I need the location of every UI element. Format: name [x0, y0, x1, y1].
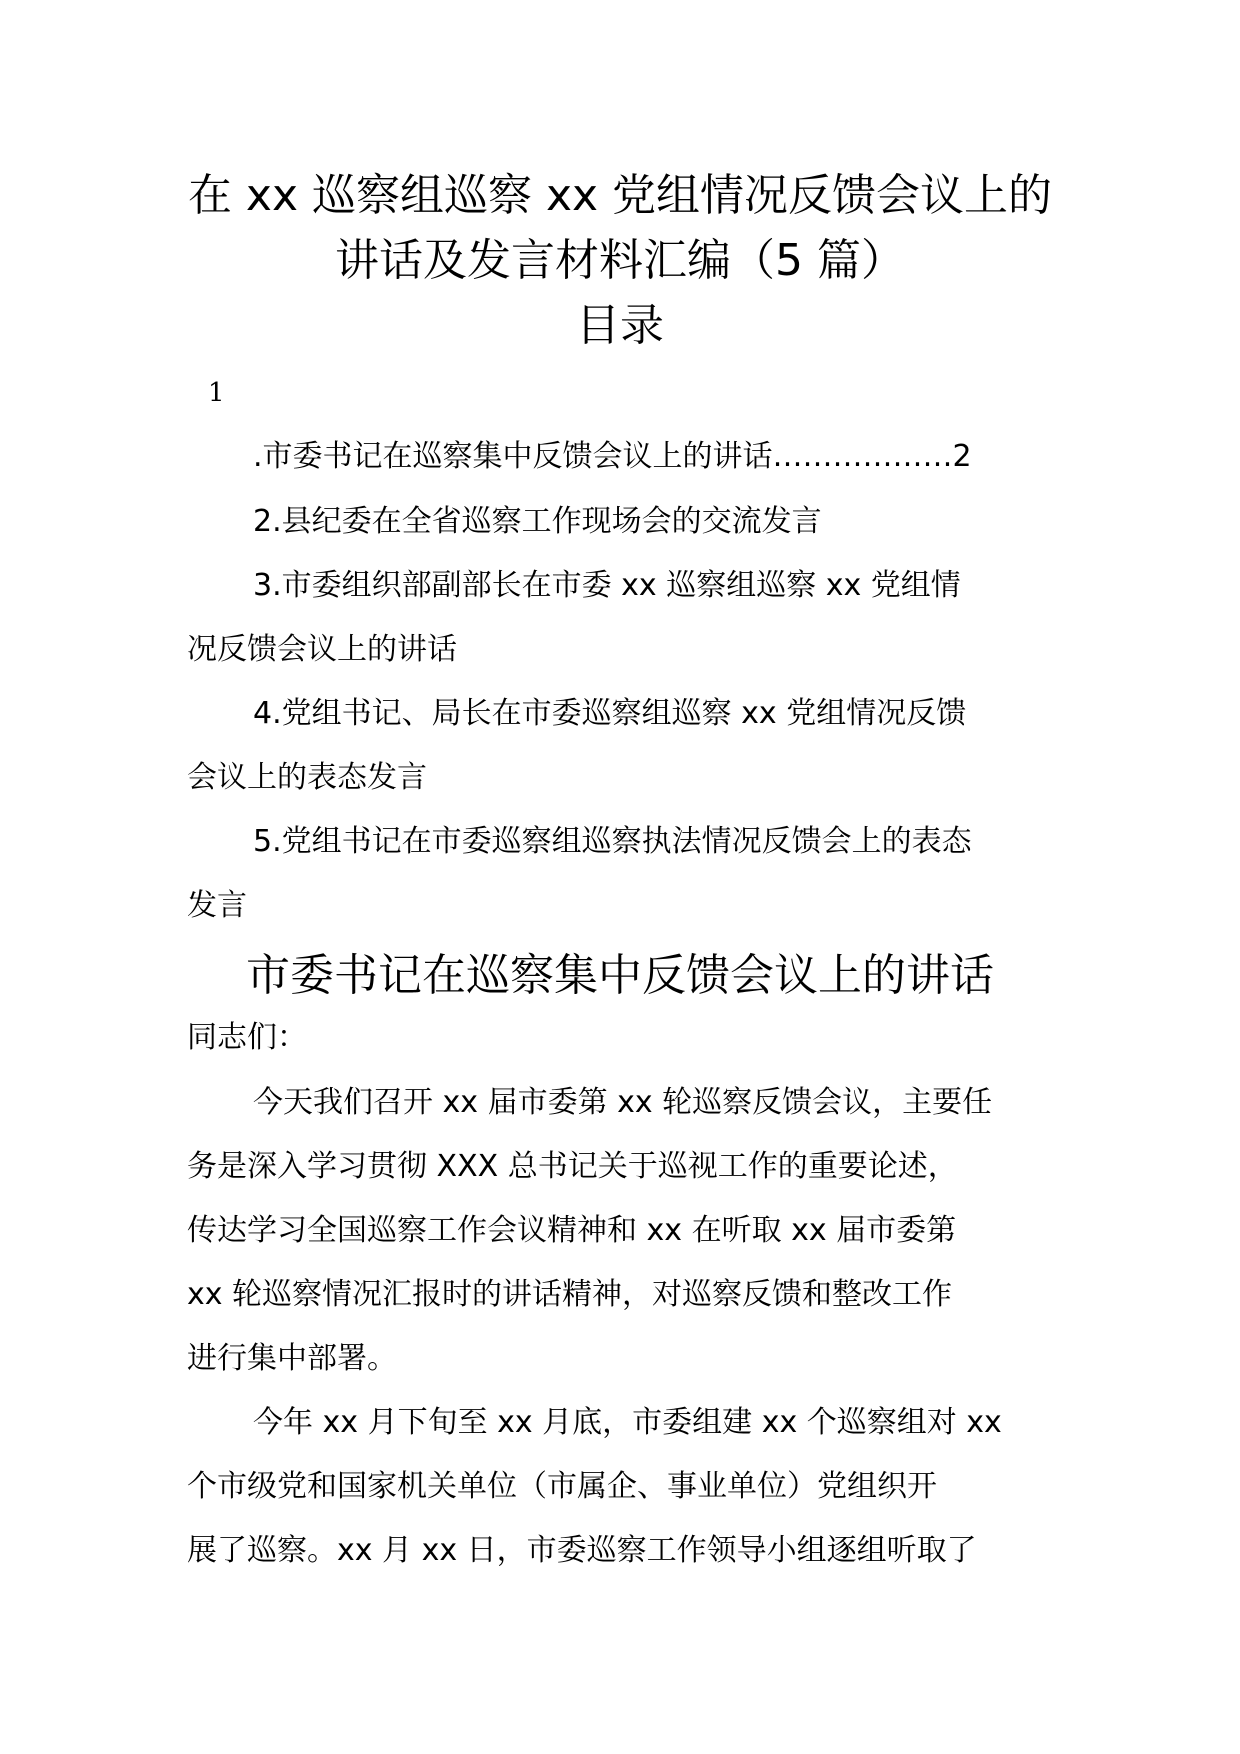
toc-entry-4[interactable]: 4.党组书记、局长在市委巡察组巡察 xx 党组情况反馈: [253, 696, 967, 731]
body-line-1: 今天我们召开 xx 届市委第 xx 轮巡察反馈会议，主要任: [253, 1085, 993, 1120]
body-line-7: 个市级党和国家机关单位（市属企、事业单位）党组织开: [187, 1469, 937, 1504]
document-title-line-2: 讲话及发言材料汇编（5 篇）: [335, 235, 905, 286]
body-line-3: 传达学习全国巡察工作会议精神和 xx 在听取 xx 届市委第: [187, 1213, 957, 1248]
body-salutation: 同志们：: [187, 1020, 307, 1055]
toc-entry-4-continued[interactable]: 会议上的表态发言: [187, 760, 427, 795]
body-line-2: 务是深入学习贯彻 XXX 总书记关于巡视工作的重要论述，: [187, 1149, 958, 1184]
toc-entry-1[interactable]: .市委书记在巡察集中反馈会议上的讲话………………2: [253, 439, 972, 474]
toc-entry-3[interactable]: 3.市委组织部副部长在市委 xx 巡察组巡察 xx 党组情: [253, 568, 961, 603]
toc-page-number: 1: [208, 378, 225, 408]
body-line-8: 展了巡察。xx 月 xx 日，市委巡察工作领导小组逐组听取了: [187, 1533, 977, 1568]
body-line-4: xx 轮巡察情况汇报时的讲话精神，对巡察反馈和整改工作: [187, 1277, 953, 1312]
body-line-5: 进行集中部署。: [187, 1341, 397, 1376]
section-title: 市委书记在巡察集中反馈会议上的讲话: [246, 950, 994, 1001]
toc-entry-3-continued[interactable]: 况反馈会议上的讲话: [187, 632, 457, 667]
document-title-line-1: 在 xx 巡察组巡察 xx 党组情况反馈会议上的: [187, 170, 1053, 221]
toc-entry-2[interactable]: 2.县纪委在全省巡察工作现场会的交流发言: [253, 504, 822, 539]
toc-entry-5[interactable]: 5.党组书记在市委巡察组巡察执法情况反馈会上的表态: [253, 824, 972, 859]
toc-entry-5-continued[interactable]: 发言: [187, 888, 247, 923]
toc-heading: 目录: [576, 300, 664, 351]
body-line-6: 今年 xx 月下旬至 xx 月底，市委组建 xx 个巡察组对 xx: [253, 1405, 1002, 1440]
